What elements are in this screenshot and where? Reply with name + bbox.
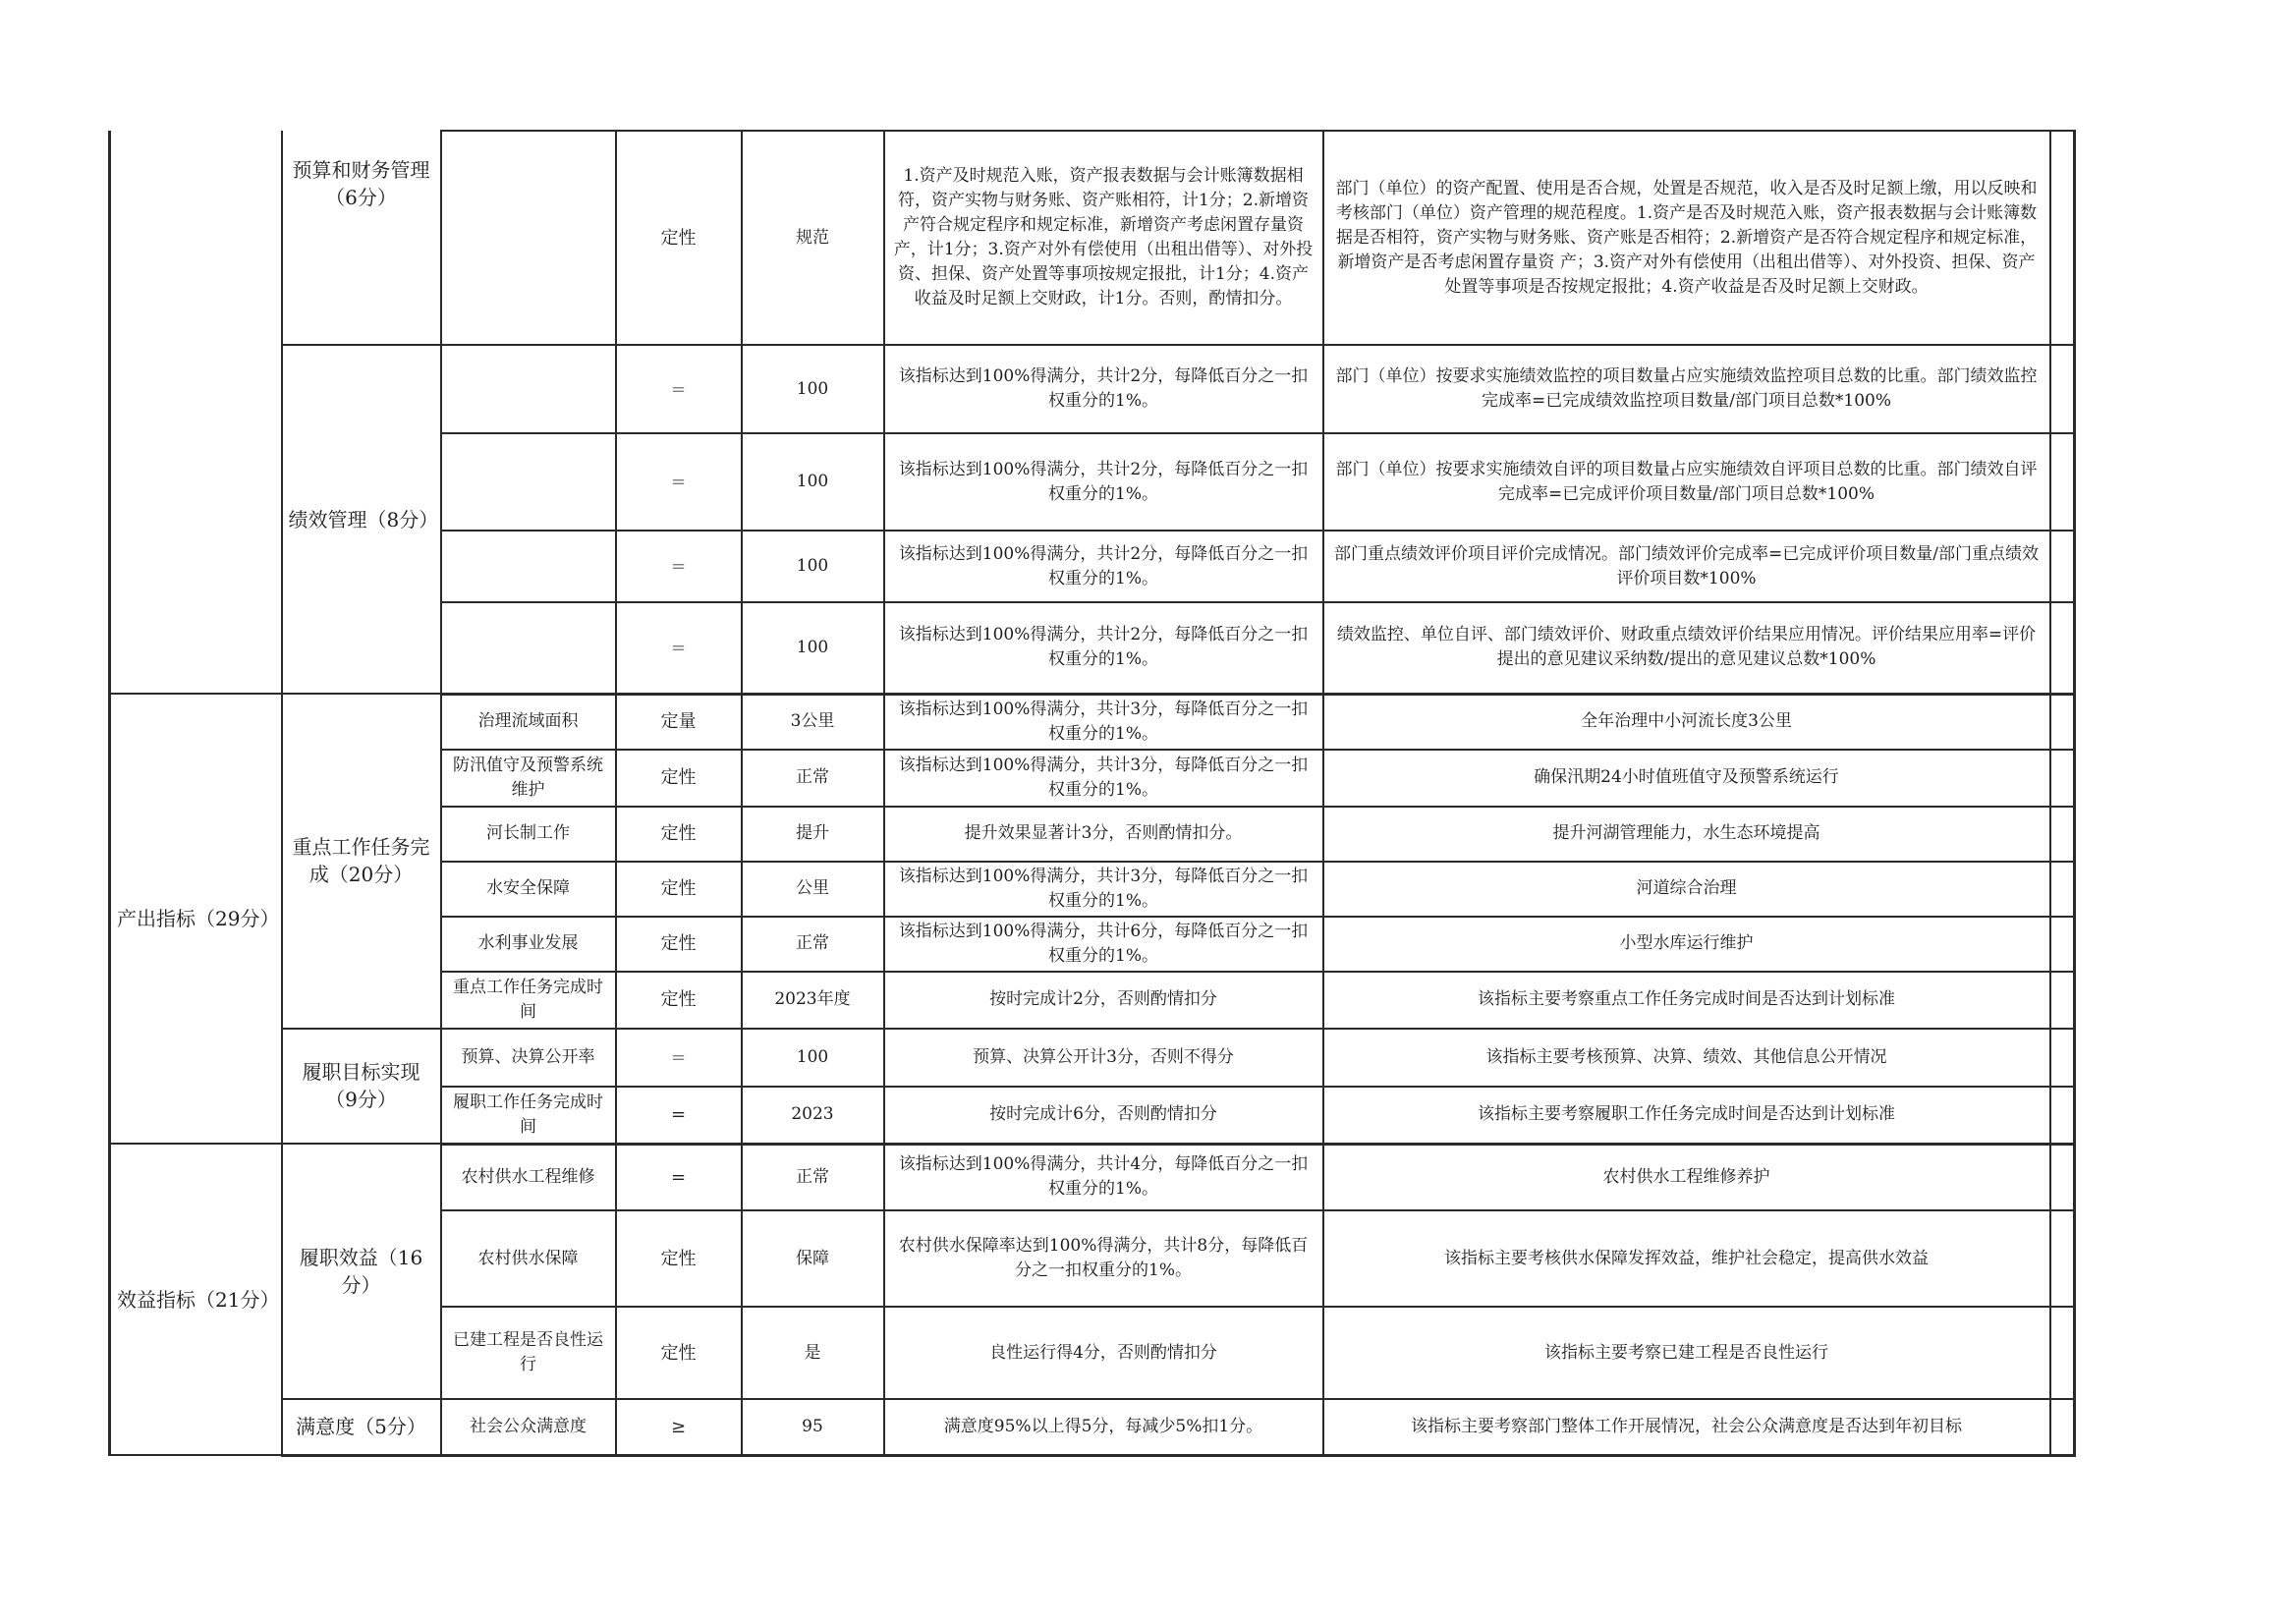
indicator-description: 该指标主要考察重点工作任务完成时间是否达到计划标准	[1323, 972, 2050, 1029]
table-row	[110, 345, 2075, 433]
level2-duty-benefit: 履职效益（16分）	[282, 1144, 441, 1399]
indicator-type: 定性	[616, 131, 742, 345]
indicator-type: 定性	[616, 750, 742, 807]
indicator-type: 定量	[616, 694, 742, 750]
indicator-cell	[441, 433, 616, 531]
scoring-standard: 按时完成计6分，否则酌情扣分	[884, 1087, 1323, 1145]
indicator-cell: 履职工作任务完成时间	[441, 1087, 616, 1145]
target-value: 正常	[742, 750, 884, 807]
level2-satisfaction: 满意度（5分）	[282, 1399, 441, 1455]
remarks-cell	[2050, 1029, 2075, 1087]
target-value: 3公里	[742, 694, 884, 750]
target-value: 100	[742, 1029, 884, 1087]
indicator-cell	[441, 345, 616, 433]
indicator-type: 定性	[616, 1307, 742, 1399]
scoring-standard: 按时完成计2分，否则酌情扣分	[884, 972, 1323, 1029]
level2-budget-finance: 预算和财务管理（6分）	[282, 131, 441, 345]
scoring-standard: 该指标达到100%得满分，共计2分，每降低百分之一扣权重分的1%。	[884, 602, 1323, 694]
indicator-type: 定性	[616, 972, 742, 1029]
indicator-type: 定性	[616, 807, 742, 862]
indicator-description: 绩效监控、单位自评、部门绩效评价、财政重点绩效评价结果应用情况。评价结果应用率=评价提出的意见建议采纳数/提出的意见建议总数*100%	[1323, 602, 2050, 694]
indicator-description: 部门重点绩效评价项目评价完成情况。部门绩效评价完成率=已完成评价项目数量/部门重点绩效评价项目数*100%	[1323, 531, 2050, 602]
indicator-description: 部门（单位）按要求实施绩效自评的项目数量占应实施绩效自评项目总数的比重。部门绩效自评完成率=已完成评价项目数量/部门项目总数*100%	[1323, 433, 2050, 531]
indicator-description: 该指标主要考察已建工程是否良性运行	[1323, 1307, 2050, 1399]
indicator-description: 部门（单位）的资产配置、使用是否合规，处置是否规范，收入是否及时足额上缴，用以反映和考核部门（单位）资产管理的规范程度。1.资产是否及时规范入账，资产报表数据与会计账簿数据是否相符，资产实物与财务账、资产账是否相符；2.新增资产是否符合规定程序和规定标准，新增资产是否考虑闲置存量资 产；3.资产对外有偿使用（出租出借等）、对外投资、担保、资产处置等事项是否按规定报批；4.资产收益是否及时足额上交财政。	[1323, 131, 2050, 345]
indicator-type: 定性	[616, 862, 742, 917]
indicator-cell: 水安全保障	[441, 862, 616, 917]
indicator-cell: 防汛值守及预警系统维护	[441, 750, 616, 807]
level1-output-indicators: 产出指标（29分）	[110, 694, 282, 1144]
scoring-standard: 该指标达到100%得满分，共计4分，每降低百分之一扣权重分的1%。	[884, 1144, 1323, 1210]
target-value: 100	[742, 602, 884, 694]
scoring-standard: 该指标达到100%得满分，共计3分，每降低百分之一扣权重分的1%。	[884, 750, 1323, 807]
target-value: 2023年度	[742, 972, 884, 1029]
remarks-cell	[2050, 433, 2075, 531]
indicator-type: =	[616, 433, 742, 531]
target-value: 100	[742, 531, 884, 602]
scoring-standard: 该指标达到100%得满分，共计2分，每降低百分之一扣权重分的1%。	[884, 531, 1323, 602]
remarks-cell	[2050, 131, 2075, 345]
indicator-type: =	[616, 1087, 742, 1145]
scoring-standard: 满意度95%以上得5分，每减少5%扣1分。	[884, 1399, 1323, 1455]
remarks-cell	[2050, 602, 2075, 694]
table-row	[110, 1399, 2075, 1455]
indicator-cell	[441, 602, 616, 694]
remarks-cell	[2050, 1399, 2075, 1455]
scoring-standard: 该指标达到100%得满分，共计3分，每降低百分之一扣权重分的1%。	[884, 862, 1323, 917]
remarks-cell	[2050, 1144, 2075, 1210]
indicator-description: 小型水库运行维护	[1323, 917, 2050, 972]
indicator-description: 该指标主要考察部门整体工作开展情况，社会公众满意度是否达到年初目标	[1323, 1399, 2050, 1455]
indicator-cell: 社会公众满意度	[441, 1399, 616, 1455]
target-value: 100	[742, 433, 884, 531]
target-value: 保障	[742, 1210, 884, 1307]
indicator-cell: 已建工程是否良性运行	[441, 1307, 616, 1399]
level2-key-tasks: 重点工作任务完成（20分）	[282, 694, 441, 1029]
indicator-description: 农村供水工程维修养护	[1323, 1144, 2050, 1210]
level2-performance-management: 绩效管理（8分）	[282, 345, 441, 694]
remarks-cell	[2050, 1087, 2075, 1145]
table-row	[110, 1029, 2075, 1087]
indicator-description: 全年治理中小河流长度3公里	[1323, 694, 2050, 750]
indicator-type: =	[616, 531, 742, 602]
target-value: 提升	[742, 807, 884, 862]
scoring-standard: 预算、决算公开计3分，否则不得分	[884, 1029, 1323, 1087]
scoring-standard: 该指标达到100%得满分，共计2分，每降低百分之一扣权重分的1%。	[884, 345, 1323, 433]
indicator-description: 部门（单位）按要求实施绩效监控的项目数量占应实施绩效监控项目总数的比重。部门绩效监控完成率=已完成绩效监控项目数量/部门项目总数*100%	[1323, 345, 2050, 433]
target-value: 正常	[742, 917, 884, 972]
scoring-standard: 农村供水保障率达到100%得满分，共计8分，每降低百分之一扣权重分的1%。	[884, 1210, 1323, 1307]
target-value: 规范	[742, 131, 884, 345]
target-value: 公里	[742, 862, 884, 917]
level2-duty-goals: 履职目标实现（9分）	[282, 1029, 441, 1145]
remarks-cell	[2050, 862, 2075, 917]
target-value: 100	[742, 345, 884, 433]
indicator-type: =	[616, 1029, 742, 1087]
scoring-standard: 该指标达到100%得满分，共计2分，每降低百分之一扣权重分的1%。	[884, 433, 1323, 531]
indicator-description: 该指标主要考察履职工作任务完成时间是否达到计划标准	[1323, 1087, 2050, 1145]
indicator-cell	[441, 531, 616, 602]
remarks-cell	[2050, 531, 2075, 602]
performance-indicator-table	[108, 130, 2076, 1457]
remarks-cell	[2050, 917, 2075, 972]
indicator-cell: 农村供水工程维修	[441, 1144, 616, 1210]
remarks-cell	[2050, 694, 2075, 750]
indicator-type: ≥	[616, 1399, 742, 1455]
level1-cell-blank	[110, 131, 282, 694]
target-value: 2023	[742, 1087, 884, 1145]
remarks-cell	[2050, 972, 2075, 1029]
indicator-description: 确保汛期24小时值班值守及预警系统运行	[1323, 750, 2050, 807]
target-value: 95	[742, 1399, 884, 1455]
table-row	[110, 1144, 2075, 1210]
level1-benefit-indicators: 效益指标（21分）	[110, 1144, 282, 1455]
target-value: 正常	[742, 1144, 884, 1210]
scoring-standard: 良性运行得4分，否则酌情扣分	[884, 1307, 1323, 1399]
indicator-type: =	[616, 602, 742, 694]
target-value: 是	[742, 1307, 884, 1399]
scoring-standard: 提升效果显著计3分，否则酌情扣分。	[884, 807, 1323, 862]
indicator-cell	[441, 131, 616, 345]
remarks-cell	[2050, 750, 2075, 807]
scoring-standard: 该指标达到100%得满分，共计3分，每降低百分之一扣权重分的1%。	[884, 694, 1323, 750]
indicator-cell: 河长制工作	[441, 807, 616, 862]
indicator-type: =	[616, 345, 742, 433]
indicator-cell: 农村供水保障	[441, 1210, 616, 1307]
indicator-description: 该指标主要考核供水保障发挥效益，维护社会稳定，提高供水效益	[1323, 1210, 2050, 1307]
indicator-cell: 治理流域面积	[441, 694, 616, 750]
remarks-cell	[2050, 1210, 2075, 1307]
table-row	[110, 131, 2075, 345]
indicator-type: 定性	[616, 917, 742, 972]
indicator-cell: 水利事业发展	[441, 917, 616, 972]
indicator-cell: 重点工作任务完成时间	[441, 972, 616, 1029]
indicator-type: =	[616, 1144, 742, 1210]
indicator-type: 定性	[616, 1210, 742, 1307]
indicator-cell: 预算、决算公开率	[441, 1029, 616, 1087]
indicator-description: 河道综合治理	[1323, 862, 2050, 917]
scoring-standard: 1.资产及时规范入账，资产报表数据与会计账簿数据相符，资产实物与财务账、资产账相符，计1分；2.新增资产符合规定程序和规定标准，新增资产考虑闲置存量资产，计1分；3.资产对外有偿使用（出租出借等）、对外投资、担保、资产处置等事项按规定报批，计1分；4.资产收益及时足额上交财政，计1分。否则，酌情扣分。	[884, 131, 1323, 345]
remarks-cell	[2050, 1307, 2075, 1399]
table-row	[110, 694, 2075, 750]
remarks-cell	[2050, 807, 2075, 862]
scoring-standard: 该指标达到100%得满分，共计6分，每降低百分之一扣权重分的1%。	[884, 917, 1323, 972]
indicator-description: 提升河湖管理能力，水生态环境提高	[1323, 807, 2050, 862]
indicator-description: 该指标主要考核预算、决算、绩效、其他信息公开情况	[1323, 1029, 2050, 1087]
remarks-cell	[2050, 345, 2075, 433]
